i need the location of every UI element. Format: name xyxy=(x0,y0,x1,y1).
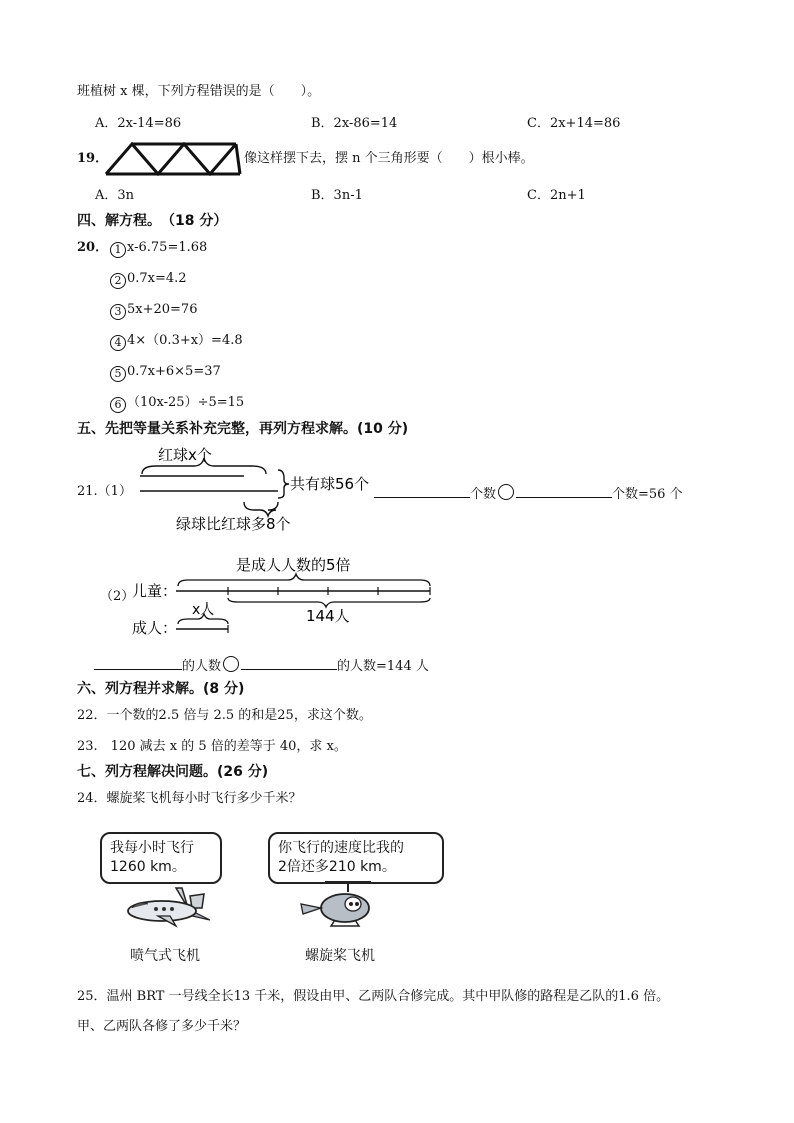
equation-text: 0.7x+6×5=37 xyxy=(127,364,221,379)
bubble-line: 你飞行的速度比我的 xyxy=(278,840,404,856)
q21-part2-label: （2） xyxy=(100,589,135,604)
equation-text: x-6.75=1.68 xyxy=(127,240,208,255)
children-label: 儿童： xyxy=(132,582,178,600)
q18-option-a: A．2x-14=86 xyxy=(95,116,182,131)
equation-6 xyxy=(110,395,244,413)
diagram-red-green-balls xyxy=(134,446,384,532)
speech-bubble-propeller xyxy=(268,832,444,884)
section-7-title: 七、列方程解决问题。(26 分) xyxy=(77,764,269,780)
circled-number: 3 xyxy=(110,304,126,320)
triangle-sticks-figure xyxy=(104,142,242,176)
equation-4 xyxy=(110,333,243,351)
q20-number: 20． xyxy=(77,240,109,255)
bubble-line: 我每小时飞行 xyxy=(110,840,194,856)
fill-text: 的人数=144 人 xyxy=(337,659,429,674)
answer-blank[interactable] xyxy=(516,485,612,498)
fill-text: 个数 xyxy=(470,487,497,502)
operator-circle[interactable] xyxy=(498,484,514,500)
q22-text: 22．一个数的2.5 倍与 2.5 的和是25，求这个数。 xyxy=(77,708,372,723)
diagram-children-adults xyxy=(128,552,434,644)
section-4-title: 四、解方程。 （18 分） xyxy=(77,213,228,229)
q21-fill-line xyxy=(374,484,683,503)
section-6-title: 六、列方程并求解。(8 分) xyxy=(77,681,245,697)
equation-1 xyxy=(110,240,207,258)
answer-blank[interactable] xyxy=(241,657,337,670)
jet-plane-icon xyxy=(120,878,220,930)
total-label: 共有球56个 xyxy=(290,475,370,493)
q18-option-c: C．2x+14=86 xyxy=(527,116,621,131)
equation-text: （10x-25）÷5=15 xyxy=(127,395,245,410)
q19-option-a: A．3n xyxy=(95,188,135,203)
q19-option-b: B．3n-1 xyxy=(311,188,363,203)
red-label: 红球x个 xyxy=(158,446,212,464)
q23-text: 23. 120 减去 x 的 5 倍的差等于 40，求 x。 xyxy=(77,739,347,754)
caption-jet: 喷气式飞机 xyxy=(130,948,200,964)
equation-3 xyxy=(110,302,197,320)
operator-circle[interactable] xyxy=(223,656,239,672)
circled-number: 2 xyxy=(110,273,126,289)
diff-brace xyxy=(244,502,278,516)
q24-text: 24．螺旋桨飞机每小时飞行多少千米？ xyxy=(77,791,302,806)
section-5-title: 五、先把等量关系补充完整，再列方程求解。(10 分) xyxy=(77,421,409,437)
answer-blank[interactable] xyxy=(374,485,470,498)
circled-number: 1 xyxy=(110,242,126,258)
equation-text: 5x+20=76 xyxy=(127,302,198,317)
diff-brace-2 xyxy=(228,598,430,607)
x-label: x人 xyxy=(192,602,215,618)
equation-5 xyxy=(110,364,221,382)
q21-number: 21.（1） xyxy=(77,484,132,499)
q18-option-b: B．2x-86=14 xyxy=(311,116,398,131)
speech-bubble-jet xyxy=(100,832,222,884)
diff-label-2: 144人 xyxy=(306,607,350,625)
adults-label: 成人： xyxy=(132,619,178,637)
q19-stem: 像这样摆下去，摆 n 个三角形要（ ）根小棒。 xyxy=(244,151,534,166)
propeller-plane-icon xyxy=(295,878,385,930)
answer-blank[interactable] xyxy=(94,657,182,670)
fill-text: 个数=56 个 xyxy=(612,487,683,502)
circled-number: 4 xyxy=(110,335,126,351)
equation-text: 4×（0.3+x）=4.8 xyxy=(127,333,243,348)
total-brace xyxy=(278,470,289,498)
fill-text: 的人数 xyxy=(182,659,222,674)
q21b-fill-line xyxy=(94,656,429,675)
q19-option-c: C．2n+1 xyxy=(527,188,586,203)
times-label: 是成人人数的5倍 xyxy=(236,556,351,574)
equation-text: 0.7x=4.2 xyxy=(127,271,187,286)
q19-number: 19． xyxy=(77,151,109,166)
equation-2 xyxy=(110,271,187,289)
times-brace xyxy=(178,574,430,586)
circled-number: 6 xyxy=(110,397,126,413)
q25-text-line2: 甲、乙两队各修了多少千米？ xyxy=(77,1019,247,1034)
q18-stem: 班植树 x 棵，下列方程错误的是（ ）。 xyxy=(77,84,321,99)
caption-propeller: 螺旋桨飞机 xyxy=(305,948,375,964)
q25-text-line1: 25．温州 BRT 一号线全长13 千米，假设由甲、乙两队合修完成。其中甲队修的路程是乙队的1.6 倍。 xyxy=(77,989,670,1004)
diff-label: 绿球比红球多8个 xyxy=(176,515,291,532)
bubble-line: 1260 km。 xyxy=(110,859,186,875)
bubble-line: 2倍还多210 km。 xyxy=(278,859,396,875)
circled-number: 5 xyxy=(110,366,126,382)
